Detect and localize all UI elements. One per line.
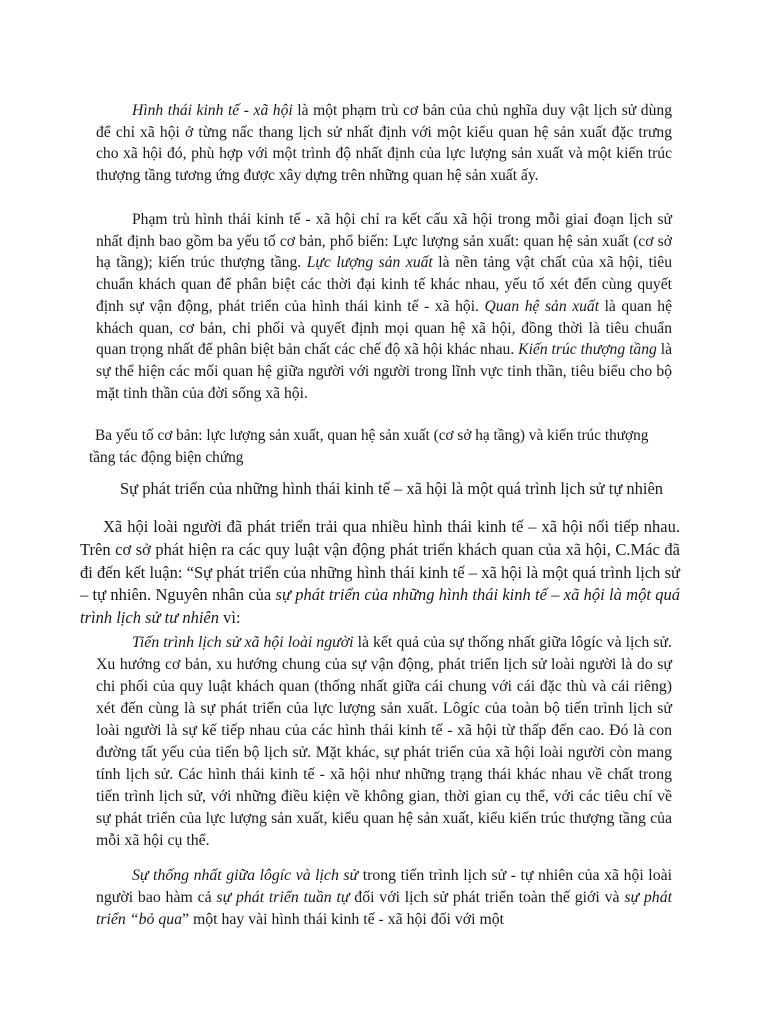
paragraph-text: Ba yếu tố cơ bản: lực lượng sản xuất, quan hệ sản xuất (cơ sở hạ tầng) và kiến trúc thượng tầng tác động biện chứng bbox=[89, 427, 649, 466]
paragraph-structure bbox=[96, 209, 672, 404]
italic-term: Sự thống nhất giữa lôgíc và lịch sử bbox=[132, 867, 359, 884]
paragraph-text: Xã hội loài người đã phát triển trải qua nhiều hình thái kinh tế – xã hội nối tiếp nhau. Trên cơ sở phát hiện ra các quy luật vận động phát triển khách quan của xã hội, C.Mác đã đi đến kết luận: “Sự phát triển của những hình thái kinh tế – xã hội là một quá trình lịch sử – tự nhiên. Nguyên nhân của sự phát triển của những hình thái kinh tế – xã hội là một quá trình lịch sử tư nhiên vì: bbox=[80, 517, 680, 628]
paragraph-text: Sự thống nhất giữa lôgíc và lịch sử trong tiến trình lịch sử - tự nhiên của xã hội loài người bao hàm cả sự phát triển tuần tự đối với lịch sử phát triển toàn thế giới và sự phát triển “bỏ qua” một hay vài hình thái kinh tế - xã hội đối với một bbox=[96, 867, 672, 928]
italic-term: Lực lượng sản xuất bbox=[306, 254, 433, 272]
paragraph-definition bbox=[96, 100, 672, 187]
italic-term: Kiến trúc thượng tầng bbox=[518, 341, 657, 359]
paragraph-text: Sự phát triển của những hình thái kinh tế – xã hội là một quá trình lịch sử tự nhiên bbox=[120, 479, 664, 498]
italic-term: Hình thái kinh tế - xã hội bbox=[132, 102, 293, 119]
italic-term: sự phát triển tuần tự bbox=[216, 889, 350, 906]
italic-term: sự phát triển của những hình thái kinh tế – xã hội là một quá trình lịch sử tư nhiên bbox=[80, 585, 680, 628]
paragraph-text: Tiến trình lịch sử xã hội loài người là kết quả của sự thống nhất giữa lôgíc và lịch sử. Xu hướng cơ bản, xu hướng chung của sự vận động, phát triển lịch sử loài người là do sự chi phối của quy luật khách quan (thống nhất giữa cái chung với cái đặc thù và cái riêng) xét đến cùng là sự phát triển của lực lượng sản xuất. Lôgíc của toàn bộ tiến trình lịch sử loài người là sự kế tiếp nhau của các hình thái kinh tế - xã hội từ thấp đến cao. Đó là con đường tất yếu của tiến bộ lịch sử. Mặt khác, sự phát triển của xã hội loài người còn mang tính lịch sử. Các hình thái kinh tế - xã hội như những trạng thái khác nhau về chất trong tiến trình lịch sử, với những điều kiện về không gian, thời gian cụ thể, với các tiêu chí về sự phát triển của lực lượng sản xuất, kiểu quan hệ sản xuất, kiểu kiến trúc thượng tầng của mỗi xã hội cụ thể. bbox=[96, 634, 672, 849]
paragraph-text: Hình thái kinh tế - xã hội là một phạm trù cơ bản của chủ nghĩa duy vật lịch sử dùng để chỉ xã hội ở từng nấc thang lịch sử nhất định với một kiểu quan hệ sản xuất đặc trưng cho xã hội đó, phù hợp với một trình độ nhất định của lực lượng sản xuất và một kiến trúc thượng tầng tương ứng được xây dựng trên những quan hệ sản xuất ấy. bbox=[96, 102, 672, 185]
paragraph-development bbox=[80, 516, 680, 630]
paragraph-three-factors bbox=[89, 425, 664, 468]
paragraph-logic-history bbox=[96, 865, 672, 931]
italic-term: sự phát triển “bỏ qua bbox=[96, 889, 672, 928]
paragraph-heading bbox=[80, 478, 680, 501]
italic-term: Quan hệ sản xuất bbox=[484, 297, 600, 315]
paragraph-text: Phạm trù hình thái kinh tế - xã hội chỉ ra kết cấu xã hội trong mỗi giai đoạn lịch sử nhất định bao gồm ba yếu tố cơ bản, phổ biến: Lực lượng sản xuất: quan hệ sản xuất (cơ sở hạ tầng); kiến trúc thượng tầng. Lực lượng sản xuất là nền tảng vật chất của xã hội, tiêu chuẩn khách quan để phân biệt các thời đại kinh tế khác nhau, yếu tố xét đến cùng quyết định sự vận động, phát triển của hình thái kinh tế - xã hội. Quan hệ sản xuất là quan hệ khách quan, cơ bản, chi phối và quyết định mọi quan hệ xã hội, đồng thời là tiêu chuẩn quan trọng nhất để phân biệt bản chất các chế độ xã hội khác nhau. Kiến trúc thượng tầng là sự thể hiện các mối quan hệ giữa người với người trong lĩnh vực tinh thần, tiêu biểu cho bộ mặt tinh thần của đời sống xã hội. bbox=[96, 211, 672, 402]
paragraph-historical-process bbox=[96, 632, 672, 852]
italic-term: Tiến trình lịch sử xã hội loài người bbox=[132, 634, 354, 651]
